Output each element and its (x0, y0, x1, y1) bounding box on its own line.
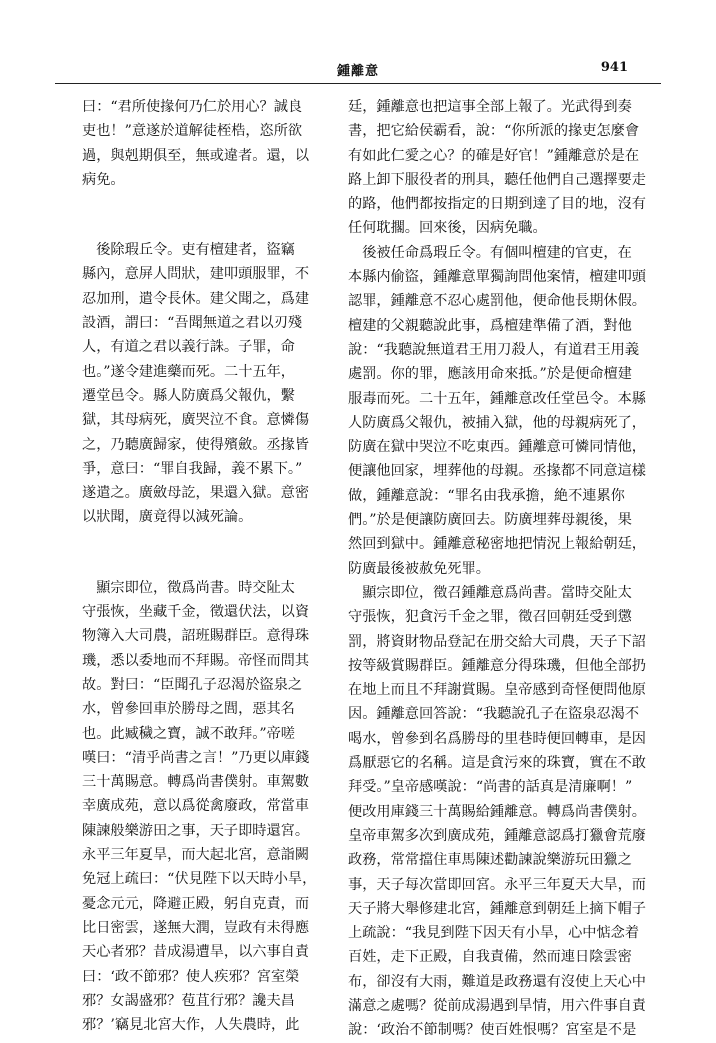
paragraph (348, 581, 654, 1043)
text-line: 顯宗即位，徵爲尚書。時交阯太 (82, 579, 295, 596)
paragraph (348, 241, 654, 581)
text-line: 水，曾參回車於勝母之閭，惡其名 (82, 701, 295, 718)
running-title: 鍾離意 (336, 64, 379, 79)
text-line: 罰，將資財物品登記在册交給大司農，天子下詔 (348, 633, 646, 650)
text-line: 天心者邪？昔成湯遭旱，以六事自責 (82, 944, 310, 961)
text-line: 有如此仁愛之心？的確是好官！”鍾離意於是在 (348, 147, 640, 164)
text-line: 邪？女謁盛邪？苞苴行邪？讒夫昌 (82, 992, 295, 1009)
paragraph (348, 95, 654, 241)
text-line: 故。對曰：“臣聞孔子忍渴於盜泉之 (82, 676, 303, 693)
text-line: 事，天子每次當即回宮。永平三年夏天大旱，而 (348, 876, 646, 893)
text-line: 邪？’竊見北宮大作，人失農時，此 (82, 1017, 300, 1034)
text-line: 也。此臧穢之寶，誠不敢拜。”帝嗟 (82, 725, 295, 742)
text-line: 之，乃聽廣歸家，使得殯斂。丞掾皆 (82, 436, 310, 453)
text-line: 吏也！”意遂於道解徒桎梏，恣所欲 (82, 123, 303, 140)
text-line: 比日密雲，遂無大潤，豈政有未得應 (82, 919, 310, 936)
left-column-classical-text (82, 95, 334, 1037)
text-line: 便改用庫錢三十萬賜給鍾離意。轉爲尚書僕射。 (348, 803, 646, 820)
paragraph-gap (82, 530, 334, 576)
text-line: 曰：“君所使掾何乃仁於用心？誠良 (82, 99, 303, 115)
paragraph (82, 576, 334, 1038)
paragraph-gap (82, 192, 334, 238)
text-line: 忍加刑，遣令長休。建父聞之，爲建 (82, 290, 310, 307)
text-line: 防廣在獄中哭泣不吃東西。鍾離意可憐同情他， (348, 439, 646, 456)
text-line: 顯宗即位，徵召鍾離意爲尚書。當時交阯太 (348, 584, 632, 601)
text-line: 病免。 (82, 171, 125, 188)
text-line: 便讓他回家，埋葬他的母親。丞掾都不同意這樣 (348, 463, 646, 480)
text-line: 拜受。”皇帝感嘆說：“尚書的話真是清廉啊！” (348, 779, 633, 796)
text-line: 嘆曰：“清乎尚書之言！”乃更以庫錢 (82, 749, 310, 766)
text-line: 後被任命爲瑕丘令。有個叫檀建的官吏，在 (348, 244, 632, 261)
text-line: 爲厭惡它的名稱。這是貪污來的珠寶，實在不敢 (348, 755, 646, 772)
text-line: 廷，鍾離意也把這事全部上報了。光武得到奏 (348, 99, 632, 115)
text-line: 遷堂邑令。縣人防廣爲父報仇，繫 (82, 387, 295, 404)
text-line: 人防廣爲父報仇，被捕入獄，他的母親病死了， (348, 414, 646, 431)
text-line: 檀建的父親聽說此事，爲檀建準備了酒，對他 (348, 317, 632, 334)
text-line: 認罪，鍾離意不忍心處罰他，便命他長期休假。 (348, 293, 646, 310)
text-line: 憂念元元，降避正殿，躬自克責，而 (82, 895, 310, 912)
text-line: 天子將大舉修建北宮，鍾離意到朝廷上摘下帽子 (348, 900, 646, 917)
text-line: 曰：‘政不節邪？使人疾邪？宮室榮 (82, 968, 300, 985)
text-line: 免冠上疏曰：“伏見陛下以天時小旱， (82, 871, 317, 888)
text-line: 也。”遂令建進藥而死。二十五年， (82, 363, 295, 380)
text-line: 過，與剋期俱至，無或違者。還，以 (82, 147, 310, 164)
text-line: 以狀聞，廣竟得以減死論。 (82, 509, 253, 526)
text-line: 在地上而且不拜謝賞賜。皇帝感到奇怪便問他原 (348, 682, 646, 699)
text-line: 璣，悉以委地而不拜賜。帝怪而問其 (82, 652, 310, 669)
text-line: 防廣最後被赦免死罪。 (348, 560, 490, 577)
header-rule (55, 83, 661, 84)
text-line: 說：“我聽說無道君王用刀殺人，有道君王用義 (348, 341, 640, 358)
text-line: 幸廣成苑，意以爲從禽廢政，常當車 (82, 798, 310, 815)
text-line: 服毒而死。二十五年，鍾離意改任堂邑令。本縣 (348, 390, 646, 407)
text-line: 然回到獄中。鍾離意秘密地把情況上報給朝廷， (348, 536, 646, 553)
text-line: 物簿入大司農，詔班賜群臣。意得珠 (82, 628, 310, 645)
text-line: 上疏說：“我見到陛下因天有小旱，心中惦念着 (348, 925, 640, 942)
text-line: 縣內，意屏人問狀，建叩頭服罪，不 (82, 266, 310, 283)
text-line: 政務，常常擋住車馬陳述勸諫說樂游玩田獵之 (348, 852, 632, 869)
text-line: 遂遣之。廣斂母訖，果還入獄。意密 (82, 485, 310, 502)
paragraph (82, 95, 334, 192)
text-line: 任何耽擱。回來後，因病免職。 (348, 220, 547, 237)
text-line: 百姓，走下正殿，自我責備，然而連日陰雲密 (348, 949, 632, 966)
paragraph (82, 238, 334, 530)
page-number: 941 (600, 60, 628, 75)
text-line: 滿意之處嗎？從前成湯遇到旱情，用六件事自責 (348, 997, 646, 1014)
text-line: 爭，意曰：“罪自我歸，義不累下。” (82, 460, 303, 477)
text-line: 陳諫般樂游田之事，天子即時還宮。 (82, 822, 310, 839)
text-line: 說：‘政治不節制嗎？使百姓恨嗎？宮室是不是 (348, 1022, 637, 1039)
running-header (30, 60, 686, 82)
text-line: 做，鍾離意說：“罪名由我承擔，絶不連累你 (348, 487, 625, 504)
text-line: 人，有道之君以義行誅。子罪，命 (82, 339, 295, 356)
text-line: 處罰。你的罪，應該用命來抵。”於是便命檀建 (348, 366, 632, 383)
text-line: 路上卸下服役者的刑具，聽任他們自己選擇要走 (348, 171, 646, 188)
text-line: 獄，其母病死，廣哭泣不食。意憐傷 (82, 412, 310, 429)
text-line: 書，把它給侯霸看，說：“你所派的掾吏怎麼會 (348, 123, 640, 140)
text-line: 的路，他們都按指定的日期到達了目的地，沒有 (348, 196, 646, 213)
text-line: 皇帝車駕多次到廣成苑，鍾離意認爲打獵會荒廢 (348, 827, 646, 844)
text-line: 布，卻沒有大雨，難道是政務還有沒使上天心中 (348, 973, 646, 990)
text-line: 後除瑕丘令。吏有檀建者，盜竊 (82, 242, 295, 259)
text-line: 守張恢，犯貪污千金之罪，徵召回朝廷受到懲 (348, 609, 632, 626)
text-line: 因。鍾離意回答說：“我聽說孔子在盜泉忍渴不 (348, 706, 640, 723)
text-line: 喝水，曾參到名爲勝母的里巷時便回轉車，是因 (348, 730, 646, 747)
text-line: 本縣内偷盜，鍾離意單獨詢問他案情，檀建叩頭 (348, 269, 646, 286)
text-line: 們。”於是便讓防廣回去。防廣埋葬母親後，果 (348, 512, 632, 529)
right-column-translation (348, 95, 654, 1043)
text-line: 設酒，謂曰：“吾聞無道之君以刃殘 (82, 315, 303, 332)
text-line: 按等級賞賜群臣。鍾離意分得珠璣，但他全部扔 (348, 657, 646, 674)
text-line: 三十萬賜意。轉爲尚書僕射。車駕數 (82, 774, 310, 791)
text-line: 永平三年夏旱，而大起北宮，意詣闕 (82, 847, 310, 864)
text-line: 守張恢，坐藏千金，徵還伏法，以資 (82, 604, 310, 621)
